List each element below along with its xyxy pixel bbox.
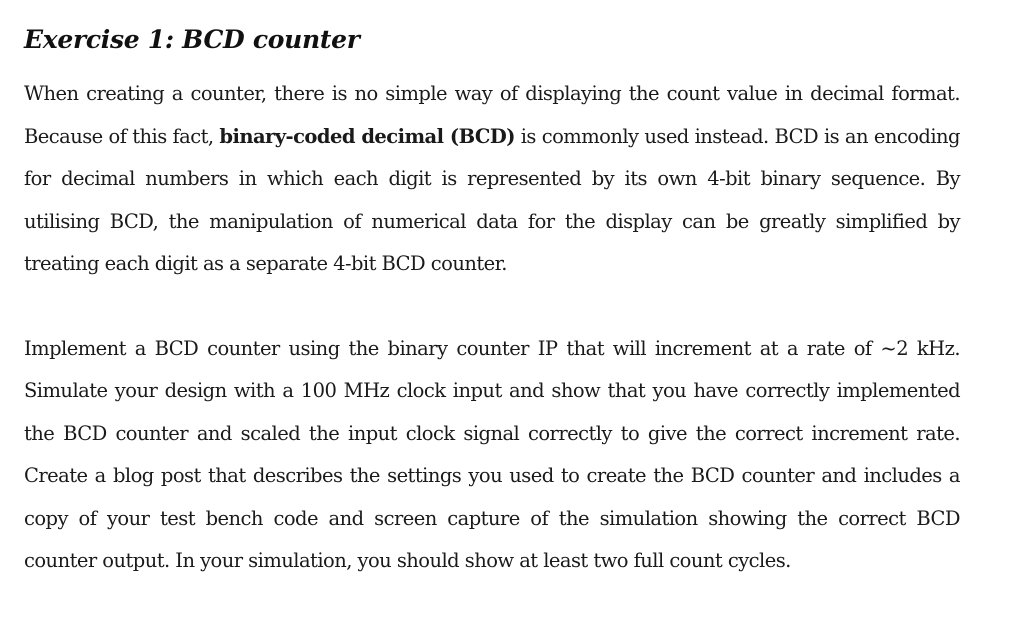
document-page: [24, 22, 960, 583]
intro-paragraph: [24, 73, 960, 286]
bcd-bold-term: binary-coded decimal (BCD): [219, 124, 515, 148]
exercise-heading: Exercise 1: BCD counter: [24, 25, 360, 54]
intro-text-end: is commonly used instead. BCD is an encoding for decimal numbers in which each digit is represented by its own 4-bit binary sequence. By utilising BCD, the manipulation of numerical data for the display can be greatly simplified by treating each digit as a separate 4-bit BCD counter.: [24, 124, 960, 275]
task-paragraph: Implement a BCD counter using the binary counter IP that will increment at a rate of ~2 kHz. Simulate your design with a 100 MHz clock input and show that you have correctly implemented the BCD counter and scaled the input clock signal correctly to give the correct increment rate. Create a blog post that describes the settings you used to create the BCD counter and includes a copy of your test bench code and screen capture of the simulation showing the correct BCD counter output. In your simulation, you should show at least two full count cycles.: [24, 336, 960, 572]
intro-text-start: When creating a counter, there is no simple way of displaying the count value in decimal format. Because of this fact,: [24, 82, 960, 148]
